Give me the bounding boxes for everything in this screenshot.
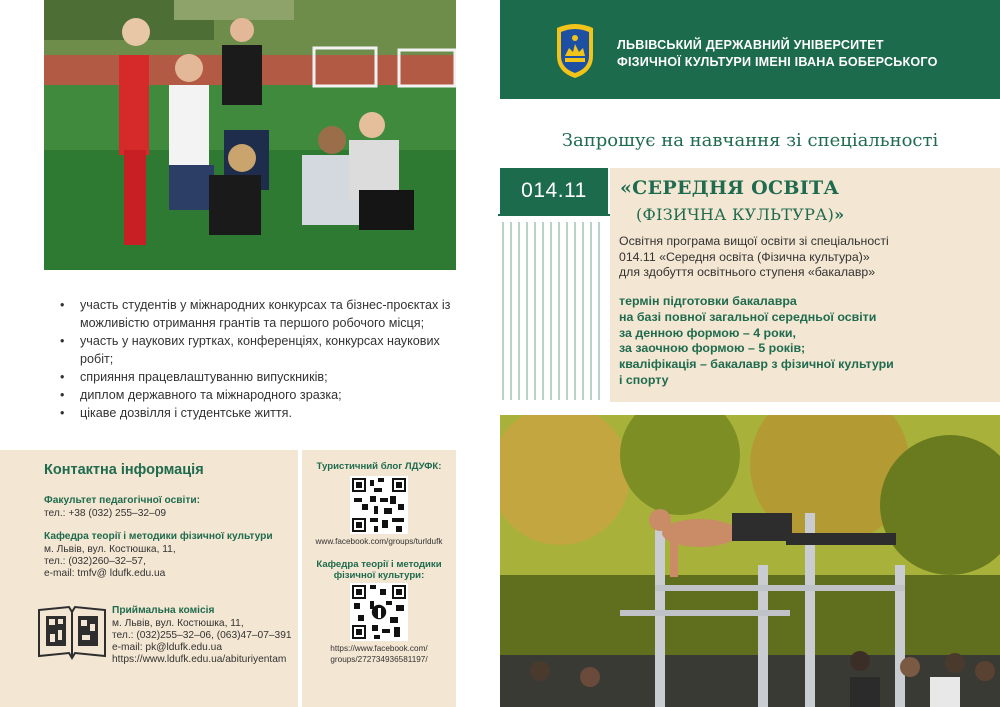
- list-item: • диплом державного та міжнародного зразка;: [60, 386, 460, 404]
- dept-url-2[interactable]: groups/272734936581197/: [330, 655, 428, 664]
- specialty-description: [619, 234, 889, 281]
- department-heading: Кафедра теорії і методики фізичної культури: [44, 531, 273, 542]
- specialty-name-close-quote: »: [834, 205, 845, 224]
- specialty-name-line-1: «СЕРЕДНЯ ОСВІТА: [620, 177, 840, 199]
- university-name-line-1: ЛЬВІВСЬКИЙ ДЕРЖАВНИЙ УНІВЕРСИТЕТ: [617, 38, 884, 52]
- contact-panel: [0, 450, 298, 707]
- department-email[interactable]: e-mail: tmfv@ ldufk.edu.ua: [44, 568, 166, 579]
- admissions-heading: Приймальна комісія: [112, 605, 215, 616]
- decorative-stripes: [500, 222, 604, 400]
- specialty-code: 014.11: [500, 168, 608, 214]
- university-header: [500, 0, 1000, 99]
- list-item: • участь у наукових гуртках, конференціях, конкурсах наукових робіт;: [60, 332, 460, 368]
- list-item: • цікаве дозвілля і студентське життя.: [60, 404, 460, 422]
- dept-qr-heading-1: Кафедра теорії і методики: [316, 559, 442, 570]
- faculty-heading: Факультет педагогічної освіти:: [44, 495, 201, 506]
- code-underline: [498, 214, 612, 216]
- qr-panel: [302, 450, 456, 707]
- book-qr-icon: [36, 604, 108, 662]
- blog-qr-code[interactable]: [350, 476, 408, 534]
- students-field-photo: [44, 0, 456, 270]
- admissions-phone: тел.: (032)255–32–06, (063)47–07–391: [112, 630, 292, 641]
- description-line: для здобуття освітнього ступеня «бакалавр»: [619, 265, 876, 279]
- admissions-url[interactable]: https://www.ldufk.edu.ua/abituriyentam: [112, 654, 287, 665]
- blog-url[interactable]: www.facebook.com/groups/turldufk: [315, 537, 443, 546]
- department-phone: тел.: (032)260–32–57,: [44, 556, 146, 567]
- list-item: • сприяння працевлаштуванню випускників;: [60, 368, 460, 386]
- terms-line: і спорту: [619, 372, 669, 387]
- university-name-line-2: ФІЗИЧНОЇ КУЛЬТУРИ ІМЕНІ ІВАНА БОБЕРСЬКОГО: [617, 54, 938, 69]
- department-address: м. Львів, вул. Костюшка, 11,: [44, 544, 176, 555]
- university-name: [617, 37, 938, 70]
- invite-heading: Запрошує на навчання зі спеціальності: [561, 130, 939, 151]
- terms-line: на базі повної загальної середньої освіти: [619, 309, 877, 324]
- faculty-phone: тел.: +38 (032) 255–32–09: [44, 508, 167, 519]
- dept-qr-code[interactable]: [350, 583, 408, 641]
- admissions-email[interactable]: e-mail: pk@ldufk.edu.ua: [112, 642, 223, 653]
- dept-url-1[interactable]: https://www.facebook.com/: [330, 644, 428, 653]
- description-line: Освітня програма вищої освіти зі спеціальності: [619, 234, 889, 248]
- dept-qr-heading-2: фізичної культури:: [333, 570, 425, 581]
- university-crest-icon: [553, 22, 597, 80]
- terms-line: за заочною формою – 5 років;: [619, 341, 806, 356]
- terms-line: кваліфікація – бакалавр з фізичної культури: [619, 357, 894, 372]
- list-item: • участь студентів у міжнародних конкурсах та бізнес-проєктах із можливістю отримання грантів та першого робочого місця;: [60, 296, 460, 332]
- study-terms: [619, 294, 894, 389]
- description-line: 014.11 «Середня освіта (Фізична культура)»: [619, 249, 870, 264]
- specialty-name-line-2-text: (ФІЗИЧНА КУЛЬТУРА): [636, 205, 835, 224]
- workout-bars-photo: [500, 415, 1000, 707]
- terms-line: за денною формою – 4 роки,: [619, 325, 796, 340]
- blog-heading: Туристичний блог ЛДУФК:: [316, 461, 442, 472]
- contacts-title: Контактна інформація: [44, 462, 204, 478]
- admissions-address: м. Львів, вул. Костюшка, 11,: [112, 618, 244, 629]
- terms-line: термін підготовки бакалавра: [619, 294, 797, 308]
- benefits-list: [60, 296, 460, 422]
- specialty-name-line-2: [636, 205, 844, 224]
